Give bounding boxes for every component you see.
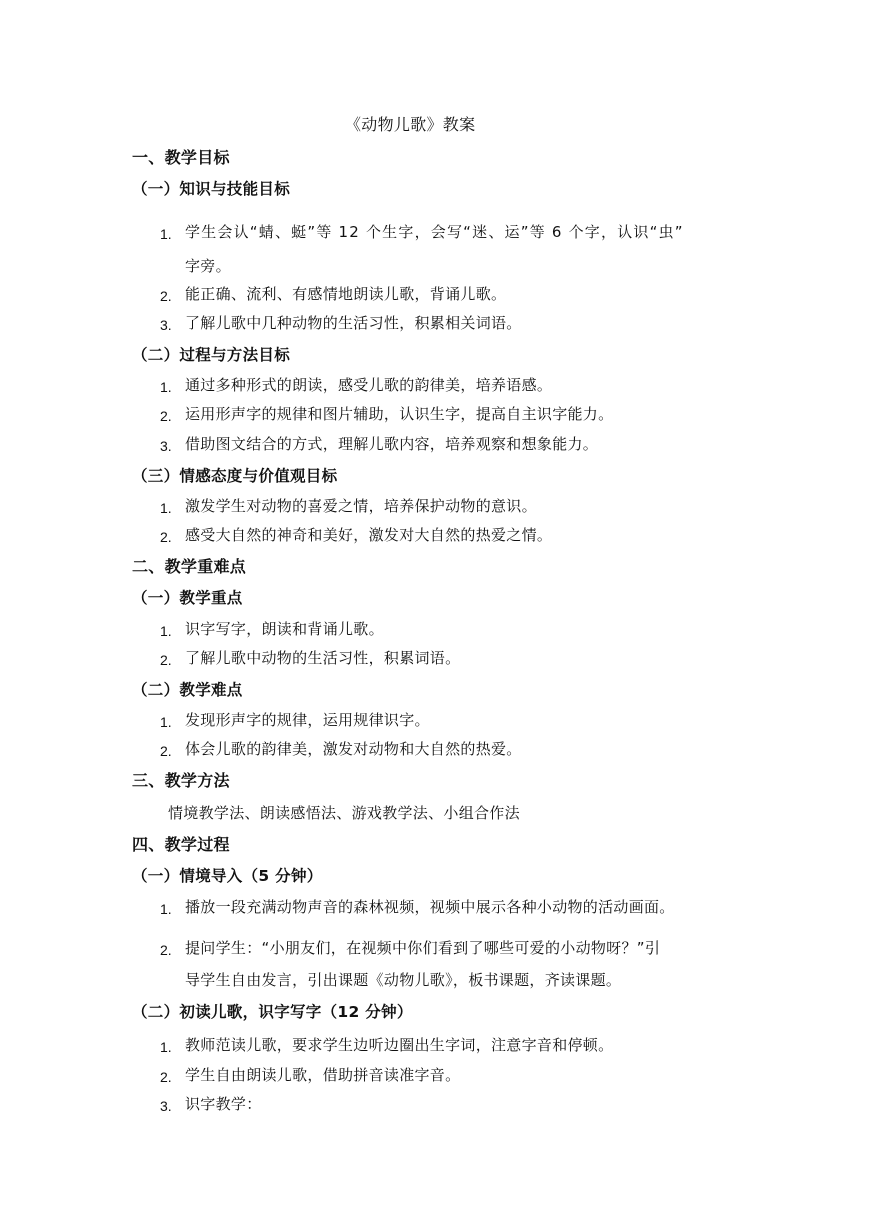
- list-number: 1.: [160, 500, 172, 516]
- list-item: 教师范读儿歌，要求学生边听边圈出生字词，注意字音和停顿。: [185, 1036, 614, 1054]
- list-number: 3.: [160, 1098, 172, 1114]
- list-number: 1.: [160, 623, 172, 639]
- subheading-emotion-values: （三）情感态度与价值观目标: [132, 467, 338, 485]
- list-item: 发现形声字的规律，运用规律识字。: [185, 711, 430, 729]
- list-item: 学生自由朗读儿歌，借助拼音读准字音。: [185, 1066, 461, 1084]
- section-heading-key-points: 二、教学重难点: [132, 557, 247, 576]
- list-item: 了解儿歌中动物的生活习性，积累词语。: [185, 649, 461, 667]
- list-item: 识字教学：: [185, 1095, 262, 1113]
- subheading-introduction: （一）情境导入（5 分钟）: [132, 867, 323, 885]
- list-item: 提问学生：“小朋友们，在视频中你们看到了哪些可爱的小动物呀？”引: [185, 939, 661, 957]
- list-item: 通过多种形式的朗读，感受儿歌的韵律美，培养语感。: [185, 376, 553, 394]
- list-number: 2.: [160, 529, 172, 545]
- list-item: 了解儿歌中几种动物的生活习性，积累相关词语。: [185, 314, 522, 332]
- list-number: 1.: [160, 714, 172, 730]
- list-item: 激发学生对动物的喜爱之情，培养保护动物的意识。: [185, 497, 537, 515]
- list-item: 播放一段充满动物声音的森林视频，视频中展示各种小动物的活动画面。: [185, 898, 675, 916]
- list-item: 学生会认“蜻、蜓”等 12 个生字，会写“迷、运”等 6 个字，认识“虫”: [185, 223, 684, 241]
- document-title: 《动物儿歌》教案: [345, 115, 476, 134]
- list-item: 借助图文结合的方式，理解儿歌内容，培养观察和想象能力。: [185, 435, 599, 453]
- list-item: 识字写字，朗读和背诵儿歌。: [185, 620, 384, 638]
- list-item: 体会儿歌的韵律美，激发对动物和大自然的热爱。: [185, 740, 522, 758]
- section-heading-process: 四、教学过程: [132, 835, 230, 854]
- section-heading-methods: 三、教学方法: [132, 771, 230, 790]
- list-item: 感受大自然的神奇和美好，激发对大自然的热爱之情。: [185, 526, 553, 544]
- methods-text: 情境教学法、朗读感悟法、游戏教学法、小组合作法: [168, 804, 520, 822]
- section-heading-objectives: 一、教学目标: [132, 148, 230, 167]
- list-item-continuation: 字旁。: [185, 257, 231, 275]
- list-number: 2.: [160, 288, 172, 304]
- list-number: 3.: [160, 317, 172, 333]
- list-number: 2.: [160, 1069, 172, 1085]
- list-number: 3.: [160, 438, 172, 454]
- subheading-key-points: （一）教学重点: [132, 589, 243, 607]
- list-number: 2.: [160, 942, 172, 958]
- list-number: 2.: [160, 408, 172, 424]
- list-number: 1.: [160, 1039, 172, 1055]
- list-number: 1.: [160, 901, 172, 917]
- subheading-difficulties: （二）教学难点: [132, 681, 243, 699]
- list-number: 1.: [160, 379, 172, 395]
- list-number: 1.: [160, 226, 172, 242]
- list-item: 能正确、流利、有感情地朗读儿歌，背诵儿歌。: [185, 285, 507, 303]
- list-number: 2.: [160, 652, 172, 668]
- subheading-knowledge-skills: （一）知识与技能目标: [132, 180, 291, 198]
- list-item-continuation: 导学生自由发言，引出课题《动物儿歌》，板书课题，齐读课题。: [185, 971, 622, 989]
- list-number: 2.: [160, 743, 172, 759]
- subheading-first-reading: （二）初读儿歌，识字写字（12 分钟）: [132, 1003, 413, 1021]
- subheading-process-methods: （二）过程与方法目标: [132, 346, 291, 364]
- list-item: 运用形声字的规律和图片辅助，认识生字，提高自主识字能力。: [185, 405, 614, 423]
